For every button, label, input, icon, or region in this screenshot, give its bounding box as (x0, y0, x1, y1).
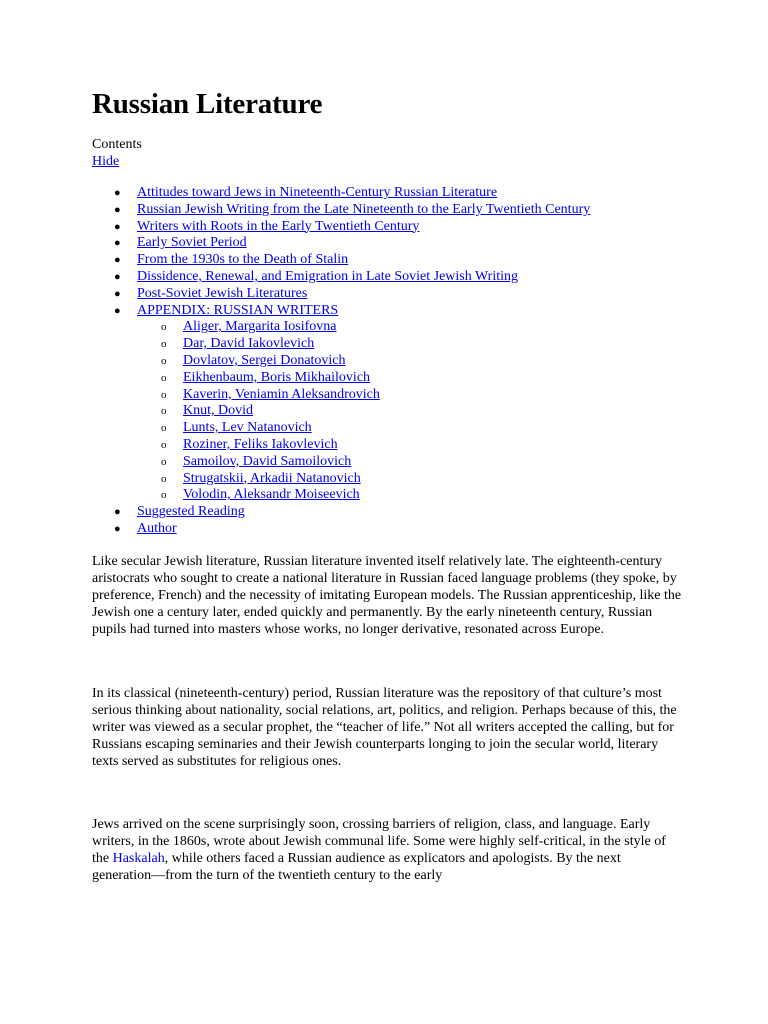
table-of-contents (92, 185, 692, 538)
circle-bullet-icon: o (161, 455, 167, 468)
circle-bullet-icon: o (161, 354, 167, 367)
toc-item (92, 303, 692, 505)
toc-link-dissidence-renewal[interactable]: Dissidence, Renewal, and Emigration in Late Soviet Jewish Writing (137, 268, 518, 284)
appendix-item (137, 319, 692, 336)
toc-link-1930s-to-stalin[interactable]: From the 1930s to the Death of Stalin (137, 252, 349, 268)
toc-link-post-soviet[interactable]: Post-Soviet Jewish Literatures (137, 285, 308, 301)
bullet-icon: ● (114, 254, 121, 267)
bullet-icon: ● (114, 304, 121, 317)
bullet-icon: ● (114, 506, 121, 519)
appendix-item (137, 437, 692, 454)
appendix-item (137, 336, 692, 353)
appendix-item (137, 370, 692, 387)
appendix-link-aliger[interactable]: Aliger, Margarita Iosifovna (183, 319, 337, 335)
toc-link-writers-with-roots[interactable]: Writers with Roots in the Early Twentieth Century (137, 218, 420, 234)
appendix-item (137, 487, 692, 504)
bullet-icon: ● (114, 187, 121, 199)
body-paragraph-2: In its classical (nineteenth-century) period, Russian literature was the repository of that culture’s most serious thinking about nationality, social relations, art, politics, and religion. Perhaps because of this, the writer was viewed as a secular prophet, the “teacher of life.” Not all writers accepted the calling, but for Russians escaping seminaries and their Jewish counterparts longing to join the secular world, literary texts served as substitutes for religious ones. (92, 685, 677, 769)
toc-link-attitudes-toward-jews[interactable]: Attitudes toward Jews in Nineteenth-Century Russian Literature (137, 185, 498, 200)
bullet-icon: ● (114, 203, 121, 216)
appendix-sublist (137, 319, 692, 504)
appendix-item (137, 420, 692, 437)
circle-bullet-icon: o (161, 338, 167, 351)
bullet-icon: ● (114, 287, 121, 300)
toc-link-early-soviet-period[interactable]: Early Soviet Period (137, 235, 247, 251)
circle-bullet-icon: o (161, 422, 167, 435)
paragraph-3-text-after: , while others faced a Russian audience as explicators and apologists. By the next generation—from the turn of the twentieth century to the early (92, 850, 621, 883)
toc-item (92, 202, 692, 219)
paragraph-3-text-before: Jews arrived on the scene surprisingly soon, crossing barriers of religion, class, and language. Early writers, in the 1860s, wrote about Jewish communal life. Some were highly self-critical, in the style of the (92, 816, 666, 866)
circle-bullet-icon: o (161, 438, 167, 451)
body-paragraph-1: Like secular Jewish literature, Russian literature invented itself relatively late. The eighteenth-century aristocrats who sought to create a national literature in Russian faced language problems (they spoke, by preference, French) and the necessity of imitating European models. The Russian apprenticeship, like the Jewish one a century later, ended quickly and permanently. By the early nineteenth century, Russian pupils had turned into masters whose works, no longer derivative, resonated across Europe. (92, 553, 682, 637)
appendix-link-strugatskii[interactable]: Strugatskii, Arkadii Natanovich (183, 470, 361, 486)
circle-bullet-icon: o (161, 489, 167, 502)
appendix-link-dar[interactable]: Dar, David Iakovlevich (183, 336, 315, 352)
appendix-item (137, 471, 692, 488)
toc-link-russian-jewish-writing[interactable]: Russian Jewish Writing from the Late Nineteenth to the Early Twentieth Century (137, 201, 591, 217)
toc-link-author[interactable]: Author (137, 520, 177, 536)
appendix-item (137, 403, 692, 420)
haskalah-link[interactable]: Haskalah (112, 850, 165, 866)
toc-item (92, 219, 692, 236)
toc-item (92, 269, 692, 286)
appendix-item (137, 387, 692, 404)
hide-contents-link[interactable]: Hide (92, 154, 120, 169)
circle-bullet-icon: o (161, 405, 167, 418)
appendix-link-eikhenbaum[interactable]: Eikhenbaum, Boris Mikhailovich (183, 369, 371, 385)
toc-item (92, 235, 692, 252)
bullet-icon: ● (114, 270, 121, 283)
appendix-item (137, 454, 692, 471)
appendix-link-dovlatov[interactable]: Dovlatov, Sergei Donatovich (183, 352, 346, 368)
toc-item (92, 185, 692, 202)
appendix-item (137, 353, 692, 370)
bullet-icon: ● (114, 237, 121, 250)
appendix-link-roziner[interactable]: Roziner, Feliks Iakovlevich (183, 436, 338, 452)
toc-item (92, 286, 692, 303)
page-title: Russian Literature (92, 88, 323, 120)
toc-item (92, 252, 692, 269)
appendix-link-lunts[interactable]: Lunts, Lev Natanovich (183, 420, 312, 436)
circle-bullet-icon: o (161, 388, 167, 401)
toc-item (92, 504, 692, 521)
toc-link-appendix[interactable]: APPENDIX: RUSSIAN WRITERS (137, 302, 339, 318)
bullet-icon: ● (114, 220, 121, 233)
contents-label: Contents (92, 137, 142, 152)
circle-bullet-icon: o (161, 321, 167, 334)
appendix-link-knut[interactable]: Knut, Dovid (183, 403, 253, 419)
circle-bullet-icon: o (161, 371, 167, 384)
body-paragraph-3 (92, 816, 682, 884)
bullet-icon: ● (114, 522, 121, 535)
article (92, 86, 692, 884)
appendix-link-kaverin[interactable]: Kaverin, Veniamin Aleksandrovich (183, 386, 380, 402)
appendix-link-volodin[interactable]: Volodin, Aleksandr Moiseevich (183, 487, 360, 503)
toc-link-suggested-reading[interactable]: Suggested Reading (137, 504, 245, 520)
toc-item (92, 521, 692, 538)
circle-bullet-icon: o (161, 472, 167, 485)
appendix-link-samoilov[interactable]: Samoilov, David Samoilovich (183, 453, 352, 469)
